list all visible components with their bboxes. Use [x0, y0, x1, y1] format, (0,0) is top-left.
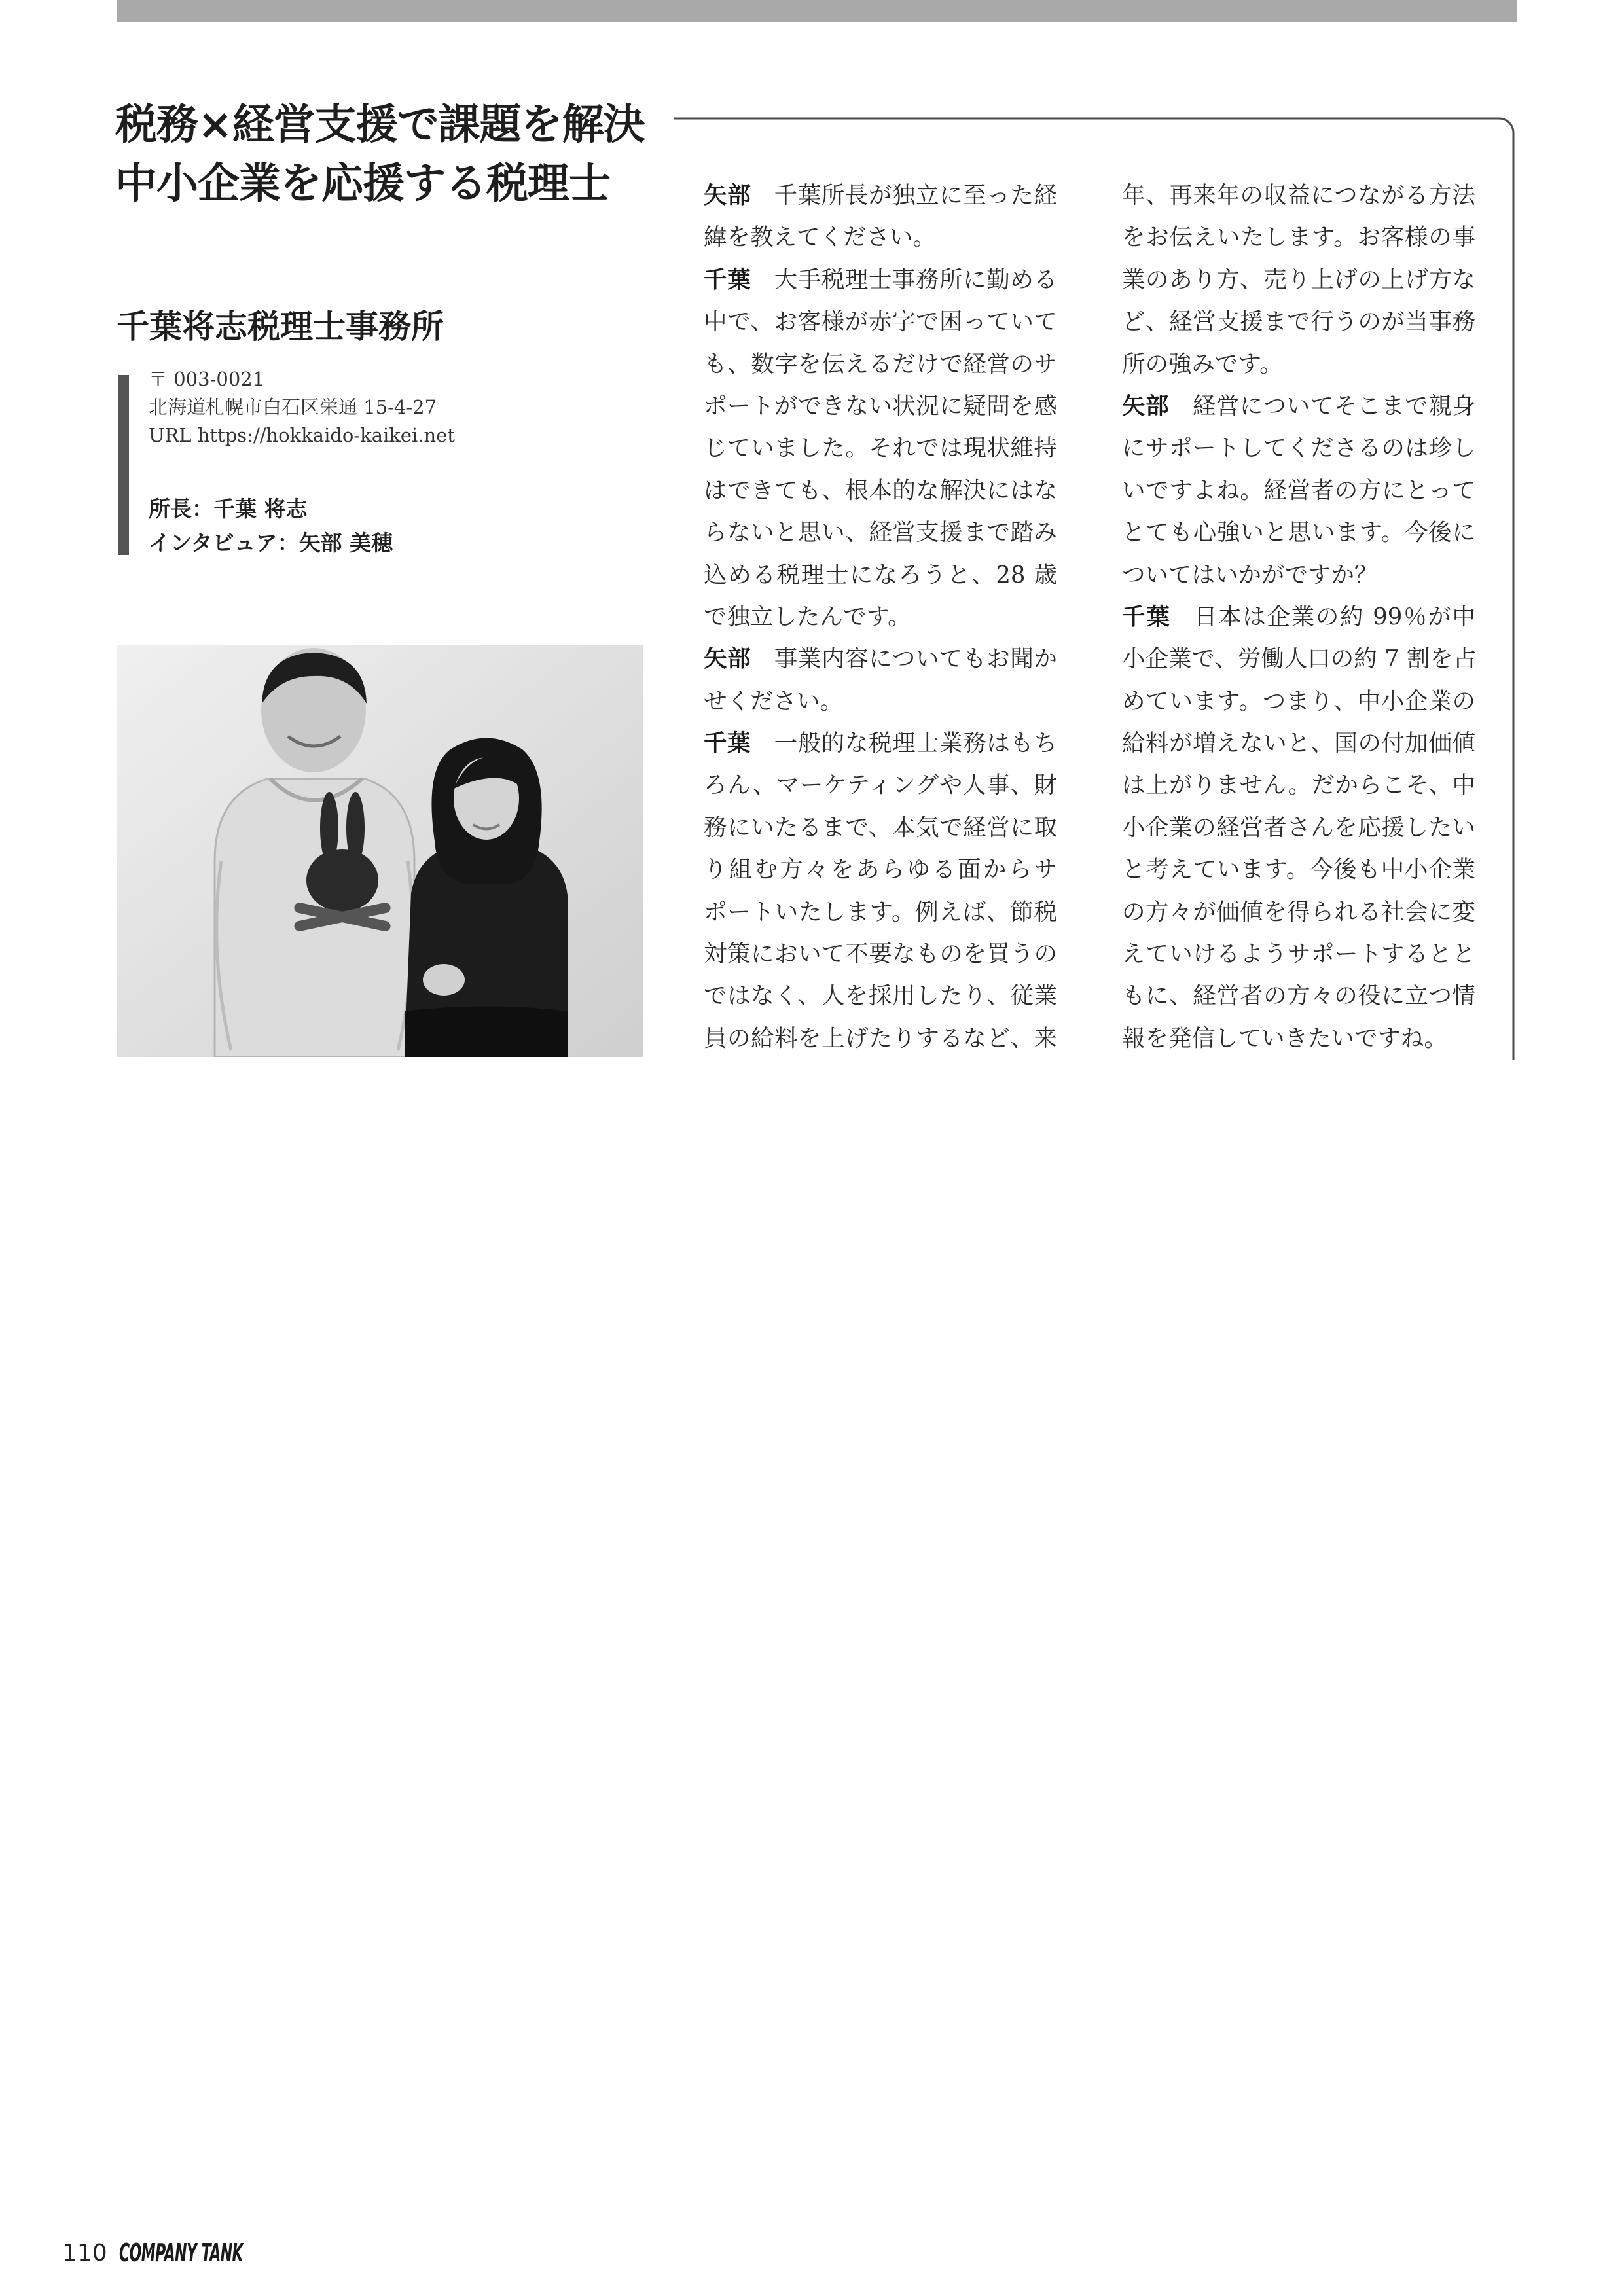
line-text: せください。: [704, 687, 844, 715]
line-text: いですよね。経営者の方にとって: [1122, 476, 1475, 504]
headline: [115, 96, 645, 213]
text-line: [1122, 427, 1475, 469]
text-line: [704, 217, 1057, 259]
text-line: [704, 975, 1057, 1017]
line-text: 務にいたるまで、本気で経営に取: [704, 814, 1057, 841]
text-line: [1122, 554, 1475, 596]
speaker-label: 矢部: [704, 645, 751, 673]
line-text: ど、経営支援まで行うのが当事務: [1122, 308, 1475, 336]
headline-line-2: 中小企業を応援する税理士: [115, 160, 610, 208]
magazine-logo: COMPANY TANK: [119, 2238, 244, 2267]
line-text: 中で、お客様が赤字で困っていて: [704, 308, 1057, 336]
text-line: [1122, 849, 1475, 891]
line-text: らないと思い、経営支援まで踏み: [704, 519, 1057, 547]
line-text: ろん、マーケティングや人事、財: [704, 772, 1057, 799]
line-text: 事業内容についてもお聞か: [774, 645, 1057, 673]
info-accent-bar: [118, 375, 129, 555]
text-line: [704, 386, 1057, 427]
line-text: 大手税理士事務所に勤める: [774, 266, 1057, 293]
line-text: 員の給料を上げたりするなど、来: [704, 1024, 1057, 1052]
line-text: もに、経営者の方々の役に立つ情: [1122, 982, 1475, 1010]
text-line: [1122, 386, 1475, 427]
text-line: [704, 681, 1057, 723]
line-text: り組む方々をあらゆる面からサ: [704, 856, 1057, 884]
office-name: 千葉将志税理士事務所: [117, 307, 444, 346]
line-text: ポートができない状況に疑問を感: [704, 392, 1057, 420]
staff-credits: [149, 492, 393, 560]
line-text: 小企業で、労働人口の約 7 割を占: [1122, 645, 1477, 673]
top-header-bar: [117, 0, 1517, 22]
speaker-label: 千葉: [704, 730, 751, 757]
line-text: めています。つまり、中小企業の: [1122, 687, 1475, 715]
line-text: 小企業の経営者さんを応援したい: [1122, 814, 1475, 841]
text-line: [704, 891, 1057, 933]
text-line: [1122, 638, 1475, 680]
text-line: [704, 596, 1057, 638]
line-text: 報を発信していきたいですね。: [1122, 1024, 1448, 1052]
website-url: URL https://hokkaido-kaikei.net: [149, 424, 456, 446]
text-line: [1122, 217, 1475, 259]
line-text: で独立したんです。: [704, 603, 911, 630]
text-line: [704, 764, 1057, 806]
text-line: [1122, 975, 1475, 1017]
line-text: は上がりません。だからこそ、中: [1122, 772, 1475, 799]
line-text: 年、再来年の収益につながる方法: [1122, 182, 1475, 209]
line-text: 所の強みです。: [1122, 350, 1283, 378]
text-line: [1122, 933, 1475, 975]
text-line: [1122, 596, 1475, 638]
text-line: [704, 638, 1057, 680]
text-line: [1122, 175, 1475, 217]
speaker-label: 千葉: [1122, 603, 1171, 630]
text-line: [1122, 764, 1475, 806]
text-line: [704, 301, 1057, 343]
text-line: [704, 554, 1057, 596]
text-line: [1122, 681, 1475, 723]
text-line: [1122, 344, 1475, 386]
speaker-label: 千葉: [704, 266, 751, 293]
text-line: [704, 933, 1057, 975]
line-text: 千葉所長が独立に至った経: [774, 182, 1057, 209]
text-line: [704, 470, 1057, 512]
text-line: [704, 807, 1057, 849]
text-line: [1122, 512, 1475, 554]
text-line: [1122, 807, 1475, 849]
line-text: 緯を教えてください。: [704, 224, 937, 251]
line-text: 日本は企業の約 99％が中: [1193, 603, 1475, 630]
text-line: [1122, 301, 1475, 343]
headline-line-1: 税務×経営支援で課題を解決: [115, 101, 645, 149]
line-text: 給料が増えないと、国の付加価値: [1122, 730, 1475, 757]
text-line: [1122, 259, 1475, 301]
line-text: 込める税理士になろうと、28 歳: [704, 561, 1057, 588]
interview-photo: [117, 645, 643, 1057]
interviewer-name: インタビュア：矢部 美穂: [149, 530, 393, 556]
street-address: 北海道札幌市白石区栄通 15-4-27: [149, 396, 437, 418]
page-number: 110: [62, 2240, 107, 2267]
text-line: [1122, 1018, 1475, 1060]
line-text: 経営についてそこまで親身: [1192, 392, 1475, 420]
text-line: [704, 175, 1057, 217]
line-text: 一般的な税理士業務はもち: [774, 730, 1057, 757]
text-line: [704, 849, 1057, 891]
line-text: をお伝えいたします。お客様の事: [1122, 224, 1475, 251]
line-text: の方々が価値を得られる社会に変: [1122, 898, 1475, 925]
text-line: [704, 344, 1057, 386]
text-line: [704, 1018, 1057, 1060]
line-text: も、数字を伝えるだけで経営のサ: [704, 350, 1057, 378]
director-name: 所長：千葉 将志: [149, 496, 308, 522]
text-line: [704, 259, 1057, 301]
line-text: じていました。それでは現状維持: [704, 435, 1057, 462]
text-line: [1122, 470, 1475, 512]
line-text: ではなく、人を採用したり、従業: [704, 982, 1057, 1010]
line-text: 対策において不要なものを買うの: [704, 941, 1057, 968]
line-text: ついてはいかがですか？: [1122, 561, 1378, 588]
text-line: [704, 427, 1057, 469]
line-text: 業のあり方、売り上げの上げ方な: [1122, 266, 1475, 293]
article-column-1: [704, 175, 1057, 1060]
text-line: [704, 723, 1057, 764]
postal-code: 〒 003-0021: [149, 368, 265, 390]
text-line: [1122, 891, 1475, 933]
line-text: にサポートしてくださるのは珍し: [1122, 435, 1475, 462]
article-column-2: [1122, 175, 1475, 1060]
office-address-block: [149, 365, 455, 450]
text-line: [704, 512, 1057, 554]
speaker-label: 矢部: [704, 182, 751, 209]
text-line: [1122, 723, 1475, 764]
speaker-label: 矢部: [1122, 392, 1170, 420]
interview-photo-image: [117, 645, 643, 1057]
line-text: はできても、根本的な解決にはな: [704, 476, 1057, 504]
line-text: ポートいたします。例えば、節税: [704, 898, 1057, 925]
line-text: と考えています。今後も中小企業: [1122, 856, 1475, 884]
line-text: とても心強いと思います。今後に: [1122, 519, 1475, 547]
line-text: えていけるようサポートするとと: [1122, 941, 1475, 968]
